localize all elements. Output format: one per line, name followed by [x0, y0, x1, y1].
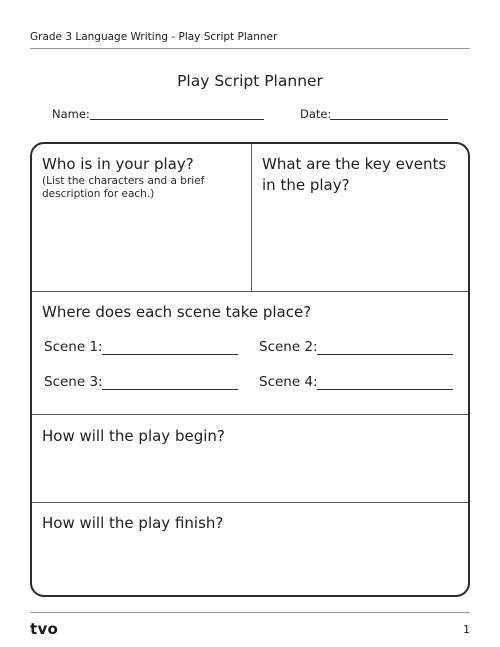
scene-3-label: Scene 3:	[44, 374, 103, 390]
date-field[interactable]	[330, 119, 448, 120]
finish-heading: How will the play finish?	[42, 514, 224, 532]
footer-divider	[30, 612, 470, 613]
scene-1-field[interactable]	[102, 354, 238, 355]
scene-2-field[interactable]	[317, 354, 453, 355]
finish-writing-area[interactable]	[32, 536, 468, 594]
breadcrumb: Grade 3 Language Writing - Play Script Planner	[30, 31, 278, 43]
name-field[interactable]	[90, 119, 264, 120]
scene-2-label: Scene 2:	[259, 339, 318, 355]
characters-writing-area[interactable]	[32, 204, 250, 290]
characters-heading: Who is in your play?	[42, 155, 194, 173]
name-label: Name:	[52, 107, 90, 121]
tvo-logo: tvo	[30, 620, 59, 638]
characters-note-line2: description for each.)	[42, 188, 155, 200]
row-divider-2	[32, 414, 468, 415]
date-label: Date:	[300, 107, 332, 121]
row-divider-1	[32, 291, 468, 292]
column-divider	[251, 144, 252, 291]
events-heading-line1: What are the key events	[262, 155, 447, 173]
scene-1-label: Scene 1:	[44, 339, 103, 355]
begin-writing-area[interactable]	[32, 449, 468, 501]
scene-4-field[interactable]	[317, 389, 453, 390]
begin-heading: How will the play begin?	[42, 427, 225, 445]
scene-4-label: Scene 4:	[259, 374, 318, 390]
row-divider-3	[32, 502, 468, 503]
page-title: Play Script Planner	[177, 72, 323, 90]
scene-3-field[interactable]	[102, 389, 238, 390]
characters-note-line1: (List the characters and a brief	[42, 175, 205, 187]
events-heading-line2: in the play?	[262, 176, 350, 194]
page-number: 1	[463, 623, 470, 636]
scenes-heading: Where does each scene take place?	[42, 303, 312, 321]
events-writing-area[interactable]	[253, 200, 468, 290]
planner-box	[30, 142, 470, 597]
header-divider	[30, 48, 470, 49]
